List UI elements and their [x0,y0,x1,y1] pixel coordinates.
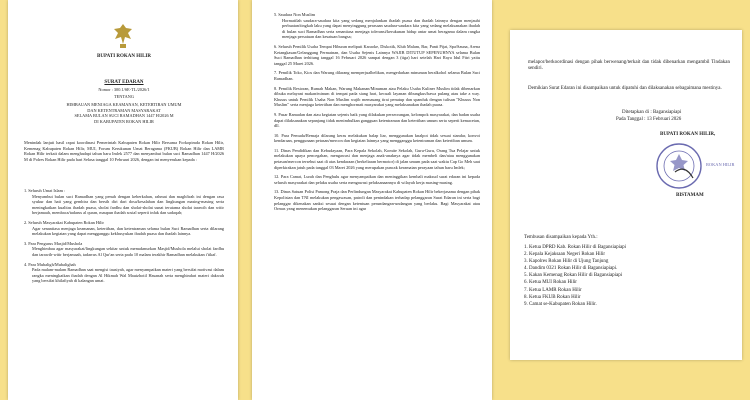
item-title: 7. Pemilik Toko, Kios dan Warung dilarang memperjualbelikan, mengedarkan minuman beralkohol selama Bulan Suci Ramadhan. [274,70,480,81]
item-body: untuk melakukan upaya pencegahan, mengawasi dan menjaga anak-anaknya agar tidak membeli dan/atau menggunakan petasan/mercon tersebut saat di atas kendaraan (berkeliaran bermotor) di jalan umum pada saat waktu Cap Go Meh saat diperkirakan jatuh pada tanggal 03 Maret 2026 yang merupakan puncak keramaian perayaan tahun baru Imlek; [274,147,480,170]
item-title: 1. Seluruh Umat Islam : [24,188,66,193]
list-item: 4. Dandim 0321 Rokan Hilir di Bagansiapiapi. [524,266,618,272]
signer-name: BISTAMAM [676,193,704,198]
issued-place: Ditetapkan di : Bagansiapiapi [622,110,682,115]
item-body: dan badan usaha dapat dilaksanakan sepanjang tidak menimbulkan gangguan ketentraman dan ketertiban umum serta seperti kemacetan, dll. [274,111,480,129]
list-item: 3. Kapolres Rokan Hilir di Ujung Tanjung [524,259,609,265]
document-page-2 [252,0,492,400]
item-title: 12. Para Camat, Lurah dan Penghulu agar menyampaikan dan meninggikan kembali [274,174,423,180]
item-title: 4. Para Mubaligh/Mubalighah [24,261,76,267]
item-title: 10. Para Pemuda/Remaja dilarang keras melakukan balap liar, [274,132,387,138]
list-item: 2. Kepala Kejaksaan Negeri Rokan Hilir [524,252,606,258]
instruction-list [24,188,224,284]
item-title: 8. Pemilik Restoran, Rumah Makan, Warung Makanan/Minuman atau Pelaku Usaha Kuliner Muslim [274,85,450,91]
item-title: 2. Seluruh Masyarakat Kabupaten Rokan Hilir [24,219,104,225]
subject-block [24,102,224,124]
instruction-list-continued [274,12,480,212]
continuation-paragraph: melapor/berkoordinasi dengan pihak berwenang/terkait dan tidak dibenarkan mengambil Tindakan sendiri. [528,60,730,72]
list-item: 1. Ketua DPRD Kab. Rokan Hilir di Bagansiapiapi [524,245,627,250]
item-body: Menyambut bulan suci Ramadhan yang penuh dengan keberkahan, rahmat dan maghfirah ini dengan rasa syukur dan hati yang gembira dan bersih diri dari dosa/kesalahan dan lingkungan masing-masing serta meningkatkan kualitas ibadah puasa, sholat fardhu dan sholat-sholat sunat terutama sholat tarawih dan witir berjamaah, membaca/tadarus al quran, maupun ibadah sosial seperti infak dan sadaqah; [32,193,224,216]
document-page-1 [8,0,238,400]
item-title: 9. Pasar Ramadan dan atau kegiatan sejenis baik yang dilakukan perseorangan, kelompok masyarakat, [274,111,451,117]
item-body: Menghimbau agar masyarakat/lingkungan sekitar untuk memakmurkan Masjid/Mushola melalui sholat fardhu dan tarawih-witir berjamaah, tadarrus Al Qur'an serta pada 10 malam terakhir Ramadhan melakukan i'tikaf. [32,246,224,257]
official-stamp-icon [655,142,703,190]
signer-title: BUPATI ROKAN HILIR, [660,132,716,137]
institution-header: BUPATI ROKAN HILIR [97,54,151,59]
subject-line: DAN KETENTRAMAN MASYARAKAT [87,107,161,113]
item-body: Pada malam-malam Ramadhan saat mengisi tausiyah, agar menyampaikan materi yang bersifat motivasi dalam rangka meningkatkan ibadah dengan Al Hikmah Wal Mauizhotil Hasanah serta menghindari materi dakwah yang bersifat khilafiyah di kalangan umat. [32,267,224,284]
list-item: 7. Ketua LAMR Rokan Hilir [524,287,582,293]
subject-line: SELAMA BULAN SUCI RAMADHAN 1447 H/2026 M [74,113,174,119]
item-title: 11. Dinas Pendidikan dan Kebudayaan, Para Kepala Sekolah, Komite Sekolah, Guru-Guru, Orang Tua Pelajar [274,147,469,153]
subject-line: HIMBAUAN MENJAGA KEAMANAN, KETERTIBAN UMUM [66,102,182,107]
list-item: 5. Kakan Kemenag Rokan Hilir di Bagansiapiapi [524,273,623,279]
item-body: bekerjasama dengan pihak Kepolisian dan TNI melakukan pengawasan, patroli dan penindakan terhadap pelanggaran Surat Edaran ini serta bagi pelanggar dikenakan sanksi sesuai dengan ketentuan perundangan-undangan yang berlaku. Bagi Masyarakat atau Ormas yang menemukan pelanggaran Seruan ini agar [274,189,481,212]
item-body: maksud surat edaran ini kepada seluruh masyarakat dan pelaku usaha serta mengawasi pelaksanaannya di wilayah kerja masing-masing. [274,174,481,185]
issued-date: Pada Tanggal : 13 Februari 2026 [616,117,682,122]
garuda-emblem-icon [112,22,134,50]
subject-line: DI KABUPATEN ROKAN HILIR [94,118,154,124]
item-title: 5. Saudara Non Muslim [274,12,316,17]
document-number: Nomor : 300.1/SE-TL/2026/1 [98,87,150,92]
closing-paragraph: Demikian Surat Edaran ini disampaikan untuk dipatuhi dan dilaksanakan sebagaimana mestinya. [528,86,722,91]
list-item: 8. Ketua FKUB Rokan Hilir [524,294,581,300]
item-body: Lainnya WAJIB DITUTUP SEPENUHNYA selama Bulan Suci Ramadhan terhitung tanggal 16 Februari 2026 sampai dengan 3 (tiga) hari setelah Hari Raya Idul Fitri yaitu tanggal 25 Maret 2026. [274,49,481,66]
list-item: 6. Ketua MUI Rokan Hilir [524,280,577,286]
stamp-text: ROKAN HILIR [706,162,735,167]
item-body: menggunakan knalpot tidak sesuai standar, konvoi kendaraan, penggunaan petasan/mercon dan kegiatan lainnya yang mengganggu ketentraman dan ketertiban umum. [274,132,480,144]
document-title: SURAT EDARAN [104,80,144,85]
item-body: Agar senantiasa menjaga keamanan, ketertiban, dan ketentraman selama bulan Suci Ramadhan serta dilarang melakukan kegiatan yang dapat mengganggu kekhusyukan ibadah puasa dan ibadah lainnya. [32,225,224,237]
item-title: 3. Para Pengurus Masjid/Mushola [24,240,83,246]
item-body: Hormatilah saudara-saudara kita yang sedang menjalankan ibadah puasa dan ibadah lainnya dengan menjauhi perbuatan/tingkah laku yang dapat menyinggung perasaan saudara-saudara kita yang sedang melaksanakan ibadah di bulan suci Ramadhan serta senantiasa menjaga toleransi/kerukunan hidup antar umat beragama dalam rangka menjaga persatuan dan kesatuan bangsa; [282,17,480,40]
cc-list [524,244,730,308]
item-title: 13. Dinas Satuan Polisi Pamong Praja dan Perlindungan Masyarakat Kabupaten Rokan Hilir [274,189,434,195]
about-label: TENTANG [114,94,134,99]
list-item: 9. Camat se-Kabupaten Rokan Hilir. [524,301,597,307]
item-body: tidak dibenarkan dibuka melayani makan/minum di tempat pada siang hari, kecuali layanan dibungkus/bawa pulang atau take a way. Khusus untuk Pemilik Usaha Non Muslim wajib memasang tirai penutup dan spanduk dengan tulisan "Khusus Non Muslim" serta menjaga ketertiban dan menghormati masyarakat yang melaksanakan ibadah puasa. [274,85,480,108]
item-title: 6. Seluruh Pemilik Usaha Tempat Hiburan meliputi Karaoke, Diskotik, Klub Malam, Bar, Panti Pijat, Spa/Sauna, Arena Ketangkasan/Gelanggang Permainan, dan Usaha Sejenis [274,43,480,55]
document-page-3 [510,30,742,360]
intro-paragraph: Menindak lanjuti hasil rapat koordinasi Pemerintah Kabupaten Rokan Hilir Bersama Forkopimda Rokan Hilir, Kemenag Kabupaten Rokan Hilir, MUI, Forum Kerukunan Umat Beragama (FKUB) Rokan Hilir dan LAMR Rokan Hilir terkait dalam menghadapi tahun baru Imlek 2577 dan menyambut bulan suci Ramadhan 1447 H/2026 M di Polres Rokan Hilir pada hari Selasa tanggal 10 Februari 2026, dengan ini menyerukan kepada : [24,140,224,162]
cc-title: Tembusan disampaikan kepada Yth.: [524,235,598,240]
